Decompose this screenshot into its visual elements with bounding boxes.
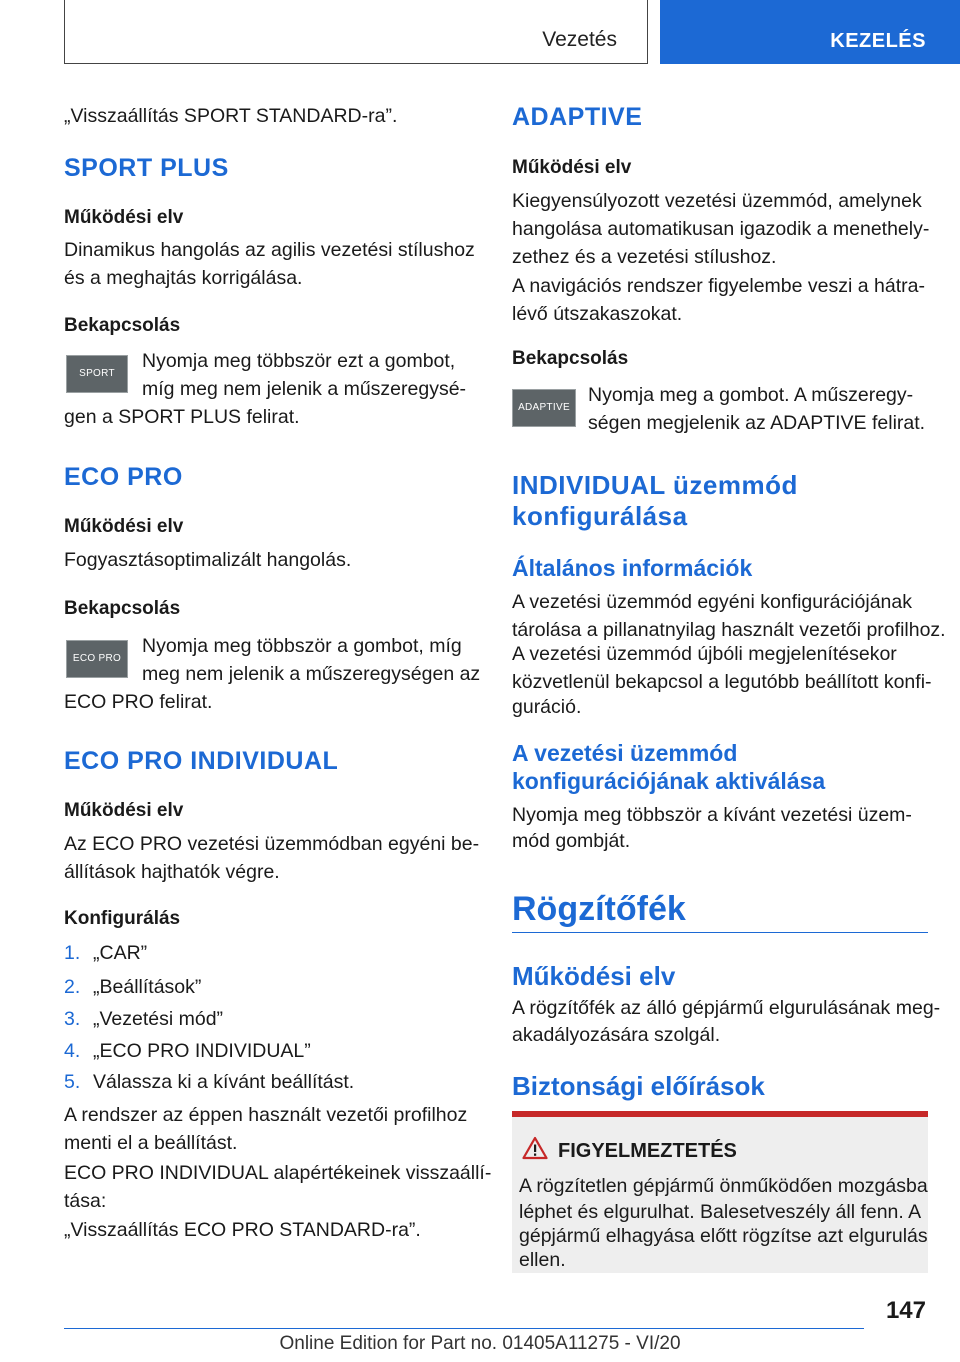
general-info-line: tárolása a pillanatnyilag használt vezetői profilhoz. (512, 619, 946, 641)
adaptive-principle-line: lévő útszakaszokat. (512, 303, 683, 325)
eco-pro-activate-line: meg nem jelenik a műszeregységen az (142, 663, 481, 685)
after-line: menti el a beállítást. (64, 1132, 238, 1154)
eco-pro-heading: ECO PRO (64, 463, 183, 491)
adaptive-principle-line: hangolása automatikusan igazodik a menethely‑ (512, 218, 930, 240)
individual-heading-line: konfigurálása (512, 501, 688, 531)
sport-plus-activate-line: míg meg nem jelenik a műszeregysé‑ (142, 378, 467, 400)
sport-plus-activate-line: Nyomja meg többször ezt a gombot, (142, 350, 456, 372)
general-info-heading: Általános információk (512, 555, 753, 581)
eco-individual-principle-label: Működési elv (64, 800, 184, 821)
adaptive-activate-line: Nyomja meg a gombot. A műszeregy‑ (588, 384, 914, 406)
eco-pro-principle-label: Működési elv (64, 516, 184, 537)
general-info-line: A vezetési üzemmód újbóli megjelenítésekor (512, 643, 897, 665)
sport-plus-principle-label: Működési elv (64, 207, 184, 228)
adaptive-principle-line: zethez és a vezetési stílushoz. (512, 246, 777, 268)
general-info-line: közvetlenül bekapcsol a legutóbb beállított konfi‑ (512, 671, 932, 693)
sport-plus-activate-line: gen a SPORT PLUS felirat. (64, 406, 300, 428)
header-left-box (64, 0, 648, 64)
activate-config-heading-line: konfigurációjának aktiválása (512, 768, 826, 794)
step-text: „Beállítások” (93, 976, 202, 998)
sport-button-image: SPORT (66, 355, 128, 393)
general-info-line: guráció. (512, 696, 582, 718)
footer-rule (64, 1328, 864, 1329)
adaptive-button-image: ADAPTIVE (512, 389, 576, 427)
brake-principle-heading: Működési elv (512, 961, 676, 991)
adaptive-principle-line: A navigációs rendszer figyelembe veszi a hátra‑ (512, 275, 925, 297)
sport-plus-activate-label: Bekapcsolás (64, 315, 181, 336)
footer-edition: Online Edition for Part no. 01405A11275 - VI/20 (279, 1333, 681, 1354)
chapter-title: KEZELÉS (830, 30, 926, 52)
intro-text: „Visszaállítás SPORT STANDARD‑ra”. (64, 105, 398, 127)
general-info-line: A vezetési üzemmód egyéni konfigurációjának (512, 591, 912, 613)
warning-line: ellen. (519, 1249, 566, 1271)
config-label: Konfigurálás (64, 908, 181, 929)
eco-individual-principle-line: állítások hajthatók végre. (64, 861, 280, 883)
step-number: 1. (64, 942, 81, 964)
heading-rule (512, 932, 928, 933)
activate-config-line: Nyomja meg többször a kívánt vezetési üzem‑ (512, 804, 912, 826)
page-number: 147 (885, 1297, 926, 1324)
warning-title: FIGYELMEZTETÉS (558, 1140, 737, 1162)
warning-line: A rögzítetlen gépjármű önműködően mozgásba (519, 1175, 928, 1197)
warning-line: gépjármű elhagyása előtt rögzítse azt elgurulás (519, 1225, 928, 1247)
step-number: 4. (64, 1040, 81, 1062)
after-line: A rendszer az éppen használt vezetői profilhoz (64, 1104, 468, 1126)
warning-bar (512, 1111, 928, 1117)
section-title: Vezetés (542, 28, 617, 51)
sport-plus-principle-line: Dinamikus hangolás az agilis vezetési stílushoz (64, 239, 475, 261)
after-line: ECO PRO INDIVIDUAL alapértékeinek visszaállí‑ (64, 1162, 492, 1184)
safety-heading: Biztonsági előírások (512, 1071, 765, 1101)
adaptive-heading: ADAPTIVE (512, 103, 643, 131)
adaptive-principle-label: Működési elv (512, 157, 632, 178)
eco-pro-individual-heading: ECO PRO INDIVIDUAL (64, 747, 339, 775)
eco-pro-activate-line: ECO PRO felirat. (64, 691, 213, 713)
step-text: Válassza ki a kívánt beállítást. (93, 1071, 355, 1093)
activate-config-line: mód gombját. (512, 830, 631, 852)
brake-principle-line: akadályozására szolgál. (512, 1024, 721, 1046)
eco-pro-activate-label: Bekapcsolás (64, 598, 181, 619)
step-text: „ECO PRO INDIVIDUAL” (93, 1040, 311, 1062)
step-number: 2. (64, 976, 81, 998)
eco-individual-principle-line: Az ECO PRO vezetési üzemmódban egyéni be‑ (64, 833, 480, 855)
warning-line: léphet és elgurulhat. Balesetveszély áll fenn. A (519, 1201, 922, 1223)
individual-heading-line: INDIVIDUAL üzemmód (512, 470, 798, 500)
step-number: 5. (64, 1071, 81, 1093)
sport-plus-principle-line: és a meghajtás korrigálása. (64, 267, 303, 289)
eco-pro-principle-line: Fogyasztásoptimalizált hangolás. (64, 549, 352, 571)
eco-pro-button-image: ECO PRO (66, 640, 128, 678)
step-number: 3. (64, 1008, 81, 1030)
step-text: „Vezetési mód” (93, 1008, 224, 1030)
chapter-tab (660, 0, 960, 64)
brake-principle-line: A rögzítőfék az álló gépjármű elgurulásának meg‑ (512, 997, 941, 1019)
activate-config-heading-line: A vezetési üzemmód (512, 740, 738, 766)
adaptive-principle-line: Kiegyensúlyozott vezetési üzemmód, amelynek (512, 190, 922, 212)
after-line: „Visszaállítás ECO PRO STANDARD‑ra”. (64, 1219, 421, 1241)
warning-triangle-icon (522, 1136, 548, 1160)
sport-plus-heading: SPORT PLUS (64, 154, 229, 182)
step-text: „CAR” (93, 942, 148, 964)
adaptive-activate-label: Bekapcsolás (512, 348, 629, 369)
eco-pro-activate-line: Nyomja meg többször a gombot, míg (142, 635, 462, 657)
after-line: tása: (64, 1190, 107, 1212)
parking-brake-heading: Rögzítőfék (512, 890, 686, 928)
adaptive-activate-line: ségen megjelenik az ADAPTIVE felirat. (588, 412, 926, 434)
